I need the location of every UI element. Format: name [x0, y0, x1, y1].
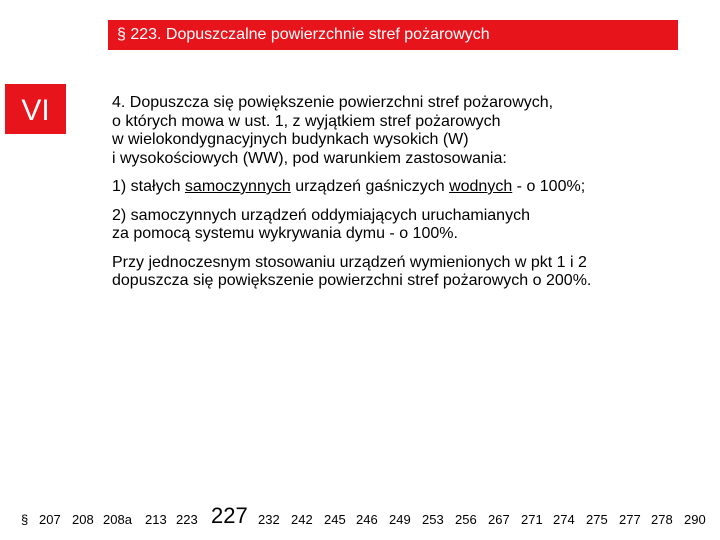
- nav-link-section[interactable]: 267: [488, 512, 510, 527]
- nav-link-section[interactable]: 278: [651, 512, 673, 527]
- text-line: i wysokościowych (WW), pod warunkiem zastosowania:: [112, 149, 507, 167]
- nav-link-section[interactable]: 208: [72, 512, 94, 527]
- nav-link-section[interactable]: 249: [389, 512, 411, 527]
- item-4-paragraph: [112, 94, 702, 168]
- nav-current-section: 227: [211, 503, 248, 528]
- nav-link-section[interactable]: 274: [553, 512, 575, 527]
- point-2: [112, 207, 702, 244]
- regulation-text: [112, 94, 702, 301]
- section-symbol: §: [21, 512, 29, 527]
- text-line: dopuszcza się powiększenie powierzchni stref pożarowych o 200%.: [112, 272, 592, 289]
- text-line: o których mowa w ust. 1, z wyjątkiem stref pożarowych: [112, 112, 501, 130]
- text-line: w wielokondygnacyjnych budynkach wysokich (W): [112, 131, 469, 148]
- text-line: Przy jednoczesnym stosowaniu urządzeń wymienionych w pkt 1 i 2: [112, 253, 587, 271]
- nav-link-section[interactable]: 213: [145, 512, 167, 527]
- nav-link-section[interactable]: 207: [39, 512, 61, 527]
- text-line: 4. Dopuszcza się powiększenie powierzchni stref pożarowych,: [112, 94, 554, 111]
- nav-link-section[interactable]: 271: [521, 512, 543, 527]
- closing-paragraph: [112, 254, 702, 291]
- point-1-middle: urządzeń gaśniczych: [290, 178, 450, 195]
- nav-link-section[interactable]: 246: [356, 512, 378, 527]
- section-badge: VI: [5, 84, 66, 134]
- nav-link-section[interactable]: 242: [291, 512, 313, 527]
- text-line: 2) samoczynnych urządzeń oddymiających uruchamianych: [112, 206, 530, 224]
- section-navigation: [0, 503, 720, 531]
- point-1-prefix: 1) stałych: [112, 178, 185, 195]
- nav-link-section[interactable]: 208a: [103, 512, 132, 527]
- text-line: za pomocą systemu wykrywania dymu - o 100%.: [112, 225, 458, 242]
- nav-link-section[interactable]: 245: [324, 512, 346, 527]
- point-1-underlined-term: samoczynnych: [184, 178, 291, 195]
- nav-link-section[interactable]: 232: [258, 512, 280, 527]
- point-1-underlined-term: wodnych: [449, 178, 513, 195]
- point-1-suffix: - o 100%;: [512, 178, 586, 195]
- nav-link-section[interactable]: 223: [176, 512, 198, 527]
- nav-link-section[interactable]: 256: [455, 512, 477, 527]
- text-line: [112, 178, 702, 197]
- nav-link-section[interactable]: 290: [684, 512, 706, 527]
- nav-link-section[interactable]: 275: [586, 512, 608, 527]
- page-title: § 223. Dopuszczalne powierzchnie stref pożarowych: [117, 26, 490, 43]
- section-title-bar: [108, 20, 678, 50]
- nav-link-section[interactable]: 253: [422, 512, 444, 527]
- nav-link-section[interactable]: 277: [619, 512, 641, 527]
- point-1: [112, 178, 702, 197]
